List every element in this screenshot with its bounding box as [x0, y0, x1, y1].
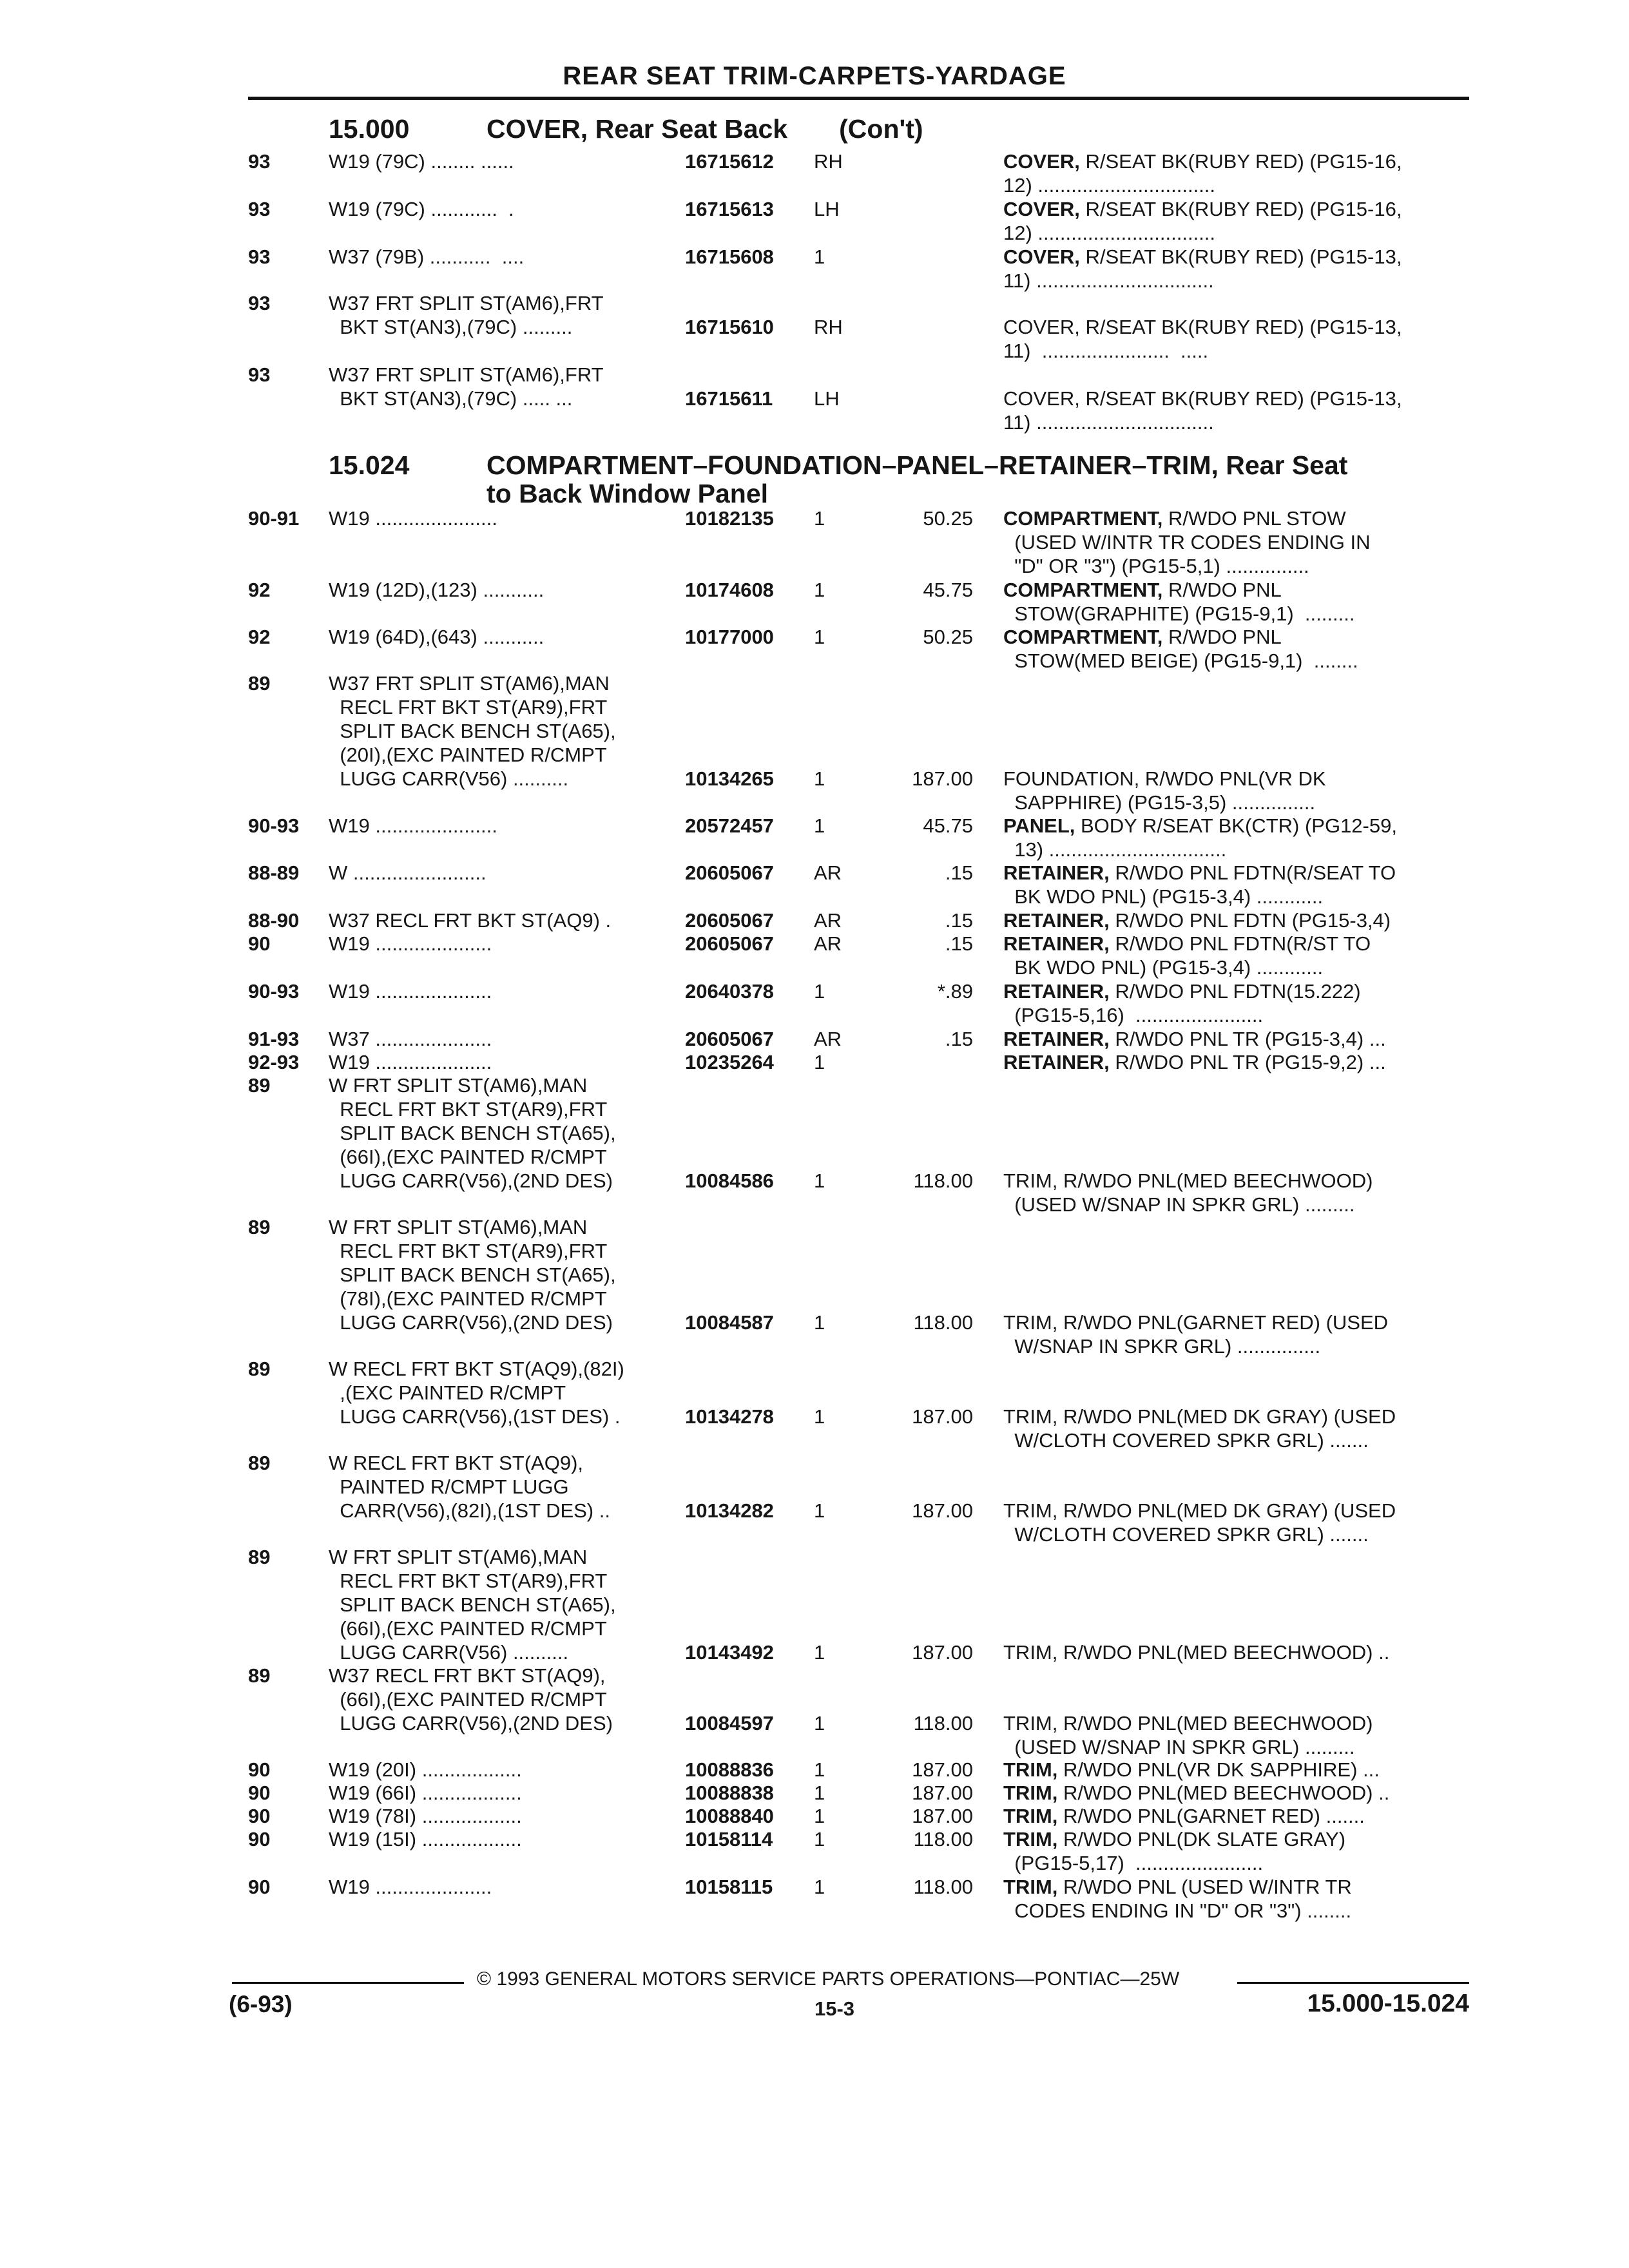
- usage-text: W37 FRT SPLIT ST(AM6),FRT BKT ST(AN3),(79C) .........: [329, 292, 604, 338]
- section-title: COMPARTMENT–FOUNDATION–PANEL–RETAINER–TRIM, Rear Seat: [487, 450, 1348, 480]
- part-number: 16715608: [685, 245, 774, 268]
- part-number: 10235264: [685, 1051, 774, 1073]
- description-text: R/WDO PNL (USED W/INTR TR CODES ENDING IN "D" OR "3") ........: [1014, 1876, 1352, 1922]
- description: [1003, 363, 1467, 434]
- part-number: 10134265: [685, 767, 774, 790]
- description-lead: RETAINER,: [1003, 932, 1110, 955]
- part-number: 10084586: [685, 1169, 774, 1192]
- quantity: 1: [814, 1499, 825, 1522]
- figure-ref: 89: [248, 1664, 271, 1687]
- price: 45.75: [923, 814, 973, 837]
- description: [1003, 671, 1467, 814]
- quantity: AR: [814, 909, 842, 932]
- description-text: R/WDO PNL TR (PG15-9,2) ...: [1109, 1051, 1386, 1073]
- usage-text: W19 .....................: [329, 932, 492, 955]
- price: 50.25: [923, 507, 973, 530]
- part-number: 16715612: [685, 150, 774, 173]
- price: 118.00: [913, 1876, 973, 1898]
- figure-ref: 93: [248, 198, 271, 220]
- figure-ref: 90: [248, 1782, 271, 1804]
- header-rule: [248, 97, 1469, 100]
- description-lead: COVER,: [1003, 245, 1080, 268]
- description-text: R/WDO PNL(DK SLATE GRAY) (PG15-5,17) .......................: [1014, 1828, 1346, 1874]
- description-text: R/WDO PNL(MED BEECHWOOD) ..: [1057, 1782, 1390, 1804]
- price: 187.00: [912, 1782, 973, 1804]
- figure-ref: 90: [248, 1805, 271, 1827]
- quantity: RH: [814, 316, 843, 338]
- description: [1003, 932, 1467, 979]
- usage-text: W19 ......................: [329, 507, 497, 530]
- footer-section-range: 15.000-15.024: [1307, 1990, 1469, 2017]
- section-heading-15024: [329, 451, 1347, 508]
- usage-text: W19 (12D),(123) ...........: [329, 579, 545, 601]
- usage-text: W19 (64D),(643) ...........: [329, 626, 545, 648]
- quantity: 1: [814, 767, 825, 790]
- price: .15: [945, 1028, 973, 1050]
- figure-ref: 90-91: [248, 507, 300, 530]
- usage-text: W37 FRT SPLIT ST(AM6),FRT BKT ST(AN3),(79C) ..... ...: [329, 363, 604, 410]
- part-number: 20605067: [685, 909, 774, 932]
- quantity: 1: [814, 1405, 825, 1428]
- section-title-continued: to Back Window Panel: [487, 479, 769, 508]
- description: [1003, 1050, 1467, 1074]
- usage-text: W37 RECL FRT BKT ST(AQ9), (66I),(EXC PAINTED R/CMPT LUGG CARR(V56),(2ND DES): [329, 1664, 613, 1735]
- description: [1003, 625, 1467, 673]
- figure-ref: 92: [248, 626, 271, 648]
- part-number: 20605067: [685, 1028, 774, 1050]
- price: 187.00: [912, 767, 973, 790]
- description-text: R/WDO PNL STOW(MED BEIGE) (PG15-9,1) ........: [1014, 626, 1358, 672]
- quantity: 1: [814, 1876, 825, 1898]
- description-text: R/WDO PNL FDTN(R/ST TO BK WDO PNL) (PG15-3,4) ............: [1014, 932, 1371, 979]
- part-number: 20640378: [685, 980, 774, 1003]
- quantity: 1: [814, 507, 825, 530]
- part-number: 10158115: [685, 1876, 773, 1898]
- figure-ref: 88-89: [248, 861, 300, 884]
- description-text: R/WDO PNL TR (PG15-3,4) ...: [1109, 1028, 1386, 1050]
- description-lead: TRIM,: [1003, 1876, 1058, 1898]
- usage-text: W37 .....................: [329, 1028, 492, 1050]
- description: [1003, 979, 1467, 1027]
- description-text: TRIM, R/WDO PNL(MED BEECHWOOD) ..: [1003, 1641, 1390, 1664]
- quantity: LH: [814, 198, 840, 220]
- figure-ref: 90: [248, 932, 271, 955]
- figure-ref: 92: [248, 579, 271, 601]
- price: 45.75: [923, 579, 973, 601]
- usage-text: W19 ......................: [329, 814, 497, 837]
- description-text: TRIM, R/WDO PNL(MED BEECHWOOD) (USED W/SNAP IN SPKR GRL) .........: [1003, 1712, 1373, 1758]
- description: [1003, 1758, 1467, 1782]
- quantity: 1: [814, 626, 825, 648]
- description-text: R/SEAT BK(RUBY RED) (PG15-16, 12) ................................: [1003, 198, 1402, 244]
- description-text: R/WDO PNL STOW (USED W/INTR TR CODES ENDING IN "D" OR "3") (PG15-5,1) ...............: [1014, 507, 1371, 577]
- usage-text: W FRT SPLIT ST(AM6),MAN RECL FRT BKT ST(AR9),FRT SPLIT BACK BENCH ST(A65), (66I),(EXC PAINTED R/CMPT LUGG CARR(V56),(2ND DES): [329, 1074, 616, 1192]
- price: .15: [945, 932, 973, 955]
- usage-text: W37 (79B) ........... ....: [329, 245, 525, 268]
- part-number: 10134282: [685, 1499, 774, 1522]
- figure-ref: 90: [248, 1876, 271, 1898]
- description-lead: TRIM,: [1003, 1805, 1058, 1827]
- description-lead: RETAINER,: [1003, 980, 1110, 1003]
- figure-ref: 93: [248, 292, 271, 314]
- figure-ref: 92-93: [248, 1051, 300, 1073]
- section-continued: (Con't): [839, 114, 923, 144]
- description-lead: TRIM,: [1003, 1828, 1058, 1850]
- quantity: 1: [814, 579, 825, 601]
- usage-text: W RECL FRT BKT ST(AQ9), PAINTED R/CMPT LUGG CARR(V56),(82I),(1ST DES) ..: [329, 1452, 610, 1522]
- part-number: 10182135: [685, 507, 774, 530]
- description-text: R/WDO PNL FDTN(R/SEAT TO BK WDO PNL) (PG15-3,4) ............: [1014, 861, 1396, 908]
- description: [1003, 506, 1467, 578]
- usage-text: W FRT SPLIT ST(AM6),MAN RECL FRT BKT ST(AR9),FRT SPLIT BACK BENCH ST(A65), (66I),(EXC PAINTED R/CMPT LUGG CARR(V56) ..........: [329, 1546, 616, 1664]
- description: [1003, 1215, 1467, 1358]
- quantity: AR: [814, 1028, 842, 1050]
- quantity: LH: [814, 387, 840, 410]
- description: [1003, 1875, 1467, 1923]
- figure-ref: 90-93: [248, 814, 300, 837]
- description-lead: COVER,: [1003, 150, 1080, 173]
- figure-ref: 89: [248, 1216, 271, 1238]
- quantity: 1: [814, 1828, 825, 1850]
- usage-text: W19 (66I) ..................: [329, 1782, 522, 1804]
- figure-ref: 89: [248, 1546, 271, 1568]
- description-text: R/WDO PNL FDTN(15.222) (PG15-5,16) .......................: [1014, 980, 1361, 1026]
- usage-text: W19 .....................: [329, 980, 492, 1003]
- quantity: 1: [814, 1641, 825, 1664]
- price: 187.00: [912, 1499, 973, 1522]
- description: [1003, 908, 1467, 932]
- price: 187.00: [912, 1641, 973, 1664]
- description-text: TRIM, R/WDO PNL(MED BEECHWOOD) (USED W/SNAP IN SPKR GRL) .........: [1003, 1169, 1373, 1216]
- section-heading-15000: [329, 115, 923, 143]
- description-text: R/WDO PNL FDTN (PG15-3,4): [1109, 909, 1391, 932]
- part-number: 20605067: [685, 861, 774, 884]
- description: [1003, 245, 1467, 293]
- description: [1003, 291, 1467, 363]
- description-text: COVER, R/SEAT BK(RUBY RED) (PG15-13, 11) ....................... .....: [1003, 316, 1402, 362]
- quantity: 1: [814, 1311, 825, 1334]
- usage-text: W19 (20I) ..................: [329, 1758, 522, 1781]
- description-text: R/WDO PNL(VR DK SAPPHIRE) ...: [1057, 1758, 1380, 1781]
- footer-rule-right: [1237, 1982, 1469, 1984]
- price: 118.00: [913, 1311, 973, 1334]
- part-number: 10158114: [685, 1828, 773, 1850]
- figure-ref: 93: [248, 363, 271, 386]
- figure-ref: 88-90: [248, 909, 300, 932]
- price: .15: [945, 909, 973, 932]
- description: [1003, 1451, 1467, 1546]
- description-text: R/SEAT BK(RUBY RED) (PG15-16, 12) ................................: [1003, 150, 1402, 197]
- price: 187.00: [912, 1805, 973, 1827]
- part-number: 16715613: [685, 198, 774, 220]
- quantity: 1: [814, 1712, 825, 1735]
- part-number: 10174608: [685, 579, 774, 601]
- description: [1003, 1804, 1467, 1828]
- part-number: 20572457: [685, 814, 774, 837]
- description-text: FOUNDATION, R/WDO PNL(VR DK SAPPHIRE) (PG15-3,5) ...............: [1003, 767, 1326, 814]
- price: 50.25: [923, 626, 973, 648]
- description-lead: TRIM,: [1003, 1758, 1058, 1781]
- usage-text: W19 .....................: [329, 1051, 492, 1073]
- description-text: R/SEAT BK(RUBY RED) (PG15-13, 11) ................................: [1003, 245, 1402, 292]
- description-text: COVER, R/SEAT BK(RUBY RED) (PG15-13, 11) ................................: [1003, 387, 1402, 434]
- figure-ref: 89: [248, 672, 271, 695]
- price: 187.00: [912, 1758, 973, 1781]
- footer-date: (6-93): [229, 1991, 293, 2017]
- usage-text: W ........................: [329, 861, 487, 884]
- usage-text: W37 FRT SPLIT ST(AM6),MAN RECL FRT BKT ST(AR9),FRT SPLIT BACK BENCH ST(A65), (20I),(EXC PAINTED R/CMPT LUGG CARR(V56) ..........: [329, 672, 616, 790]
- description-lead: COMPARTMENT,: [1003, 579, 1163, 601]
- description-lead: TRIM,: [1003, 1782, 1058, 1804]
- usage-text: W RECL FRT BKT ST(AQ9),(82I) ,(EXC PAINTED R/CMPT LUGG CARR(V56),(1ST DES) .: [329, 1358, 624, 1428]
- quantity: 1: [814, 245, 825, 268]
- page-title: REAR SEAT TRIM-CARPETS-YARDAGE: [563, 62, 1066, 90]
- description: [1003, 814, 1467, 861]
- description: [1003, 1027, 1467, 1051]
- description: [1003, 1781, 1467, 1805]
- description-lead: RETAINER,: [1003, 1028, 1110, 1050]
- description: [1003, 1664, 1467, 1759]
- part-number: 10084587: [685, 1311, 774, 1334]
- price: *.89: [937, 980, 973, 1003]
- figure-ref: 89: [248, 1074, 271, 1097]
- price: 187.00: [912, 1405, 973, 1428]
- quantity: AR: [814, 932, 842, 955]
- part-number: 16715610: [685, 316, 774, 338]
- quantity: RH: [814, 150, 843, 173]
- description: [1003, 861, 1467, 908]
- figure-ref: 89: [248, 1358, 271, 1380]
- quantity: AR: [814, 861, 842, 884]
- footer-copyright: © 1993 GENERAL MOTORS SERVICE PARTS OPERATIONS—PONTIAC—25W: [477, 1968, 1180, 1990]
- usage-text: W19 (79C) ........ ......: [329, 150, 514, 173]
- quantity: 1: [814, 1758, 825, 1781]
- description: [1003, 1357, 1467, 1452]
- description: [1003, 149, 1467, 197]
- price: .15: [945, 861, 973, 884]
- price: 118.00: [913, 1169, 973, 1192]
- description-lead: COMPARTMENT,: [1003, 626, 1163, 648]
- description-text: TRIM, R/WDO PNL(MED DK GRAY) (USED W/CLOTH COVERED SPKR GRL) .......: [1003, 1405, 1396, 1452]
- part-number: 10143492: [685, 1641, 774, 1664]
- part-number: 10177000: [685, 626, 774, 648]
- description-text: R/WDO PNL STOW(GRAPHITE) (PG15-9,1) .........: [1014, 579, 1355, 625]
- description-text: TRIM, R/WDO PNL(GARNET RED) (USED W/SNAP IN SPKR GRL) ...............: [1003, 1311, 1389, 1358]
- figure-ref: 89: [248, 1452, 271, 1474]
- description-text: R/WDO PNL(GARNET RED) .......: [1057, 1805, 1365, 1827]
- part-number: 10088838: [685, 1782, 774, 1804]
- description: [1003, 1827, 1467, 1875]
- part-number: 16715611: [685, 387, 773, 410]
- figure-ref: 90-93: [248, 980, 300, 1003]
- usage-text: W37 RECL FRT BKT ST(AQ9) .: [329, 909, 612, 932]
- description-text: TRIM, R/WDO PNL(MED DK GRAY) (USED W/CLOTH COVERED SPKR GRL) .......: [1003, 1499, 1396, 1546]
- quantity: 1: [814, 1169, 825, 1192]
- footer-page-number: 15-3: [815, 1997, 855, 2020]
- quantity: 1: [814, 814, 825, 837]
- figure-ref: 90: [248, 1828, 271, 1850]
- description-lead: PANEL,: [1003, 814, 1075, 837]
- description-lead: COMPARTMENT,: [1003, 507, 1163, 530]
- quantity: 1: [814, 1782, 825, 1804]
- figure-ref: 93: [248, 245, 271, 268]
- usage-text: W FRT SPLIT ST(AM6),MAN RECL FRT BKT ST(AR9),FRT SPLIT BACK BENCH ST(A65), (78I),(EXC PAINTED R/CMPT LUGG CARR(V56),(2ND DES): [329, 1216, 616, 1334]
- description-text: BODY R/SEAT BK(CTR) (PG12-59, 13) ................................: [1014, 814, 1397, 861]
- price: 118.00: [913, 1712, 973, 1735]
- figure-ref: 91-93: [248, 1028, 300, 1050]
- usage-text: W19 .....................: [329, 1876, 492, 1898]
- quantity: 1: [814, 1805, 825, 1827]
- description: [1003, 578, 1467, 626]
- description: [1003, 1545, 1467, 1664]
- description-lead: RETAINER,: [1003, 909, 1110, 932]
- usage-text: W19 (78I) ..................: [329, 1805, 522, 1827]
- description: [1003, 197, 1467, 245]
- figure-ref: 93: [248, 150, 271, 173]
- section-title: COVER, Rear Seat Back: [487, 114, 788, 144]
- part-number: 10084597: [685, 1712, 774, 1735]
- quantity: 1: [814, 980, 825, 1003]
- section-number: 15.024: [329, 450, 410, 480]
- description-lead: RETAINER,: [1003, 1051, 1110, 1073]
- part-number: 10088840: [685, 1805, 774, 1827]
- part-number: 20605067: [685, 932, 774, 955]
- usage-text: W19 (79C) ............ .: [329, 198, 514, 220]
- part-number: 10134278: [685, 1405, 774, 1428]
- usage-text: W19 (15I) ..................: [329, 1828, 522, 1850]
- description: [1003, 1073, 1467, 1216]
- price: 118.00: [913, 1828, 973, 1850]
- description-lead: RETAINER,: [1003, 861, 1110, 884]
- part-number: 10088836: [685, 1758, 774, 1781]
- description-lead: COVER,: [1003, 198, 1080, 220]
- quantity: 1: [814, 1051, 825, 1073]
- figure-ref: 90: [248, 1758, 271, 1781]
- footer-rule-left: [232, 1982, 464, 1984]
- section-number: 15.000: [329, 114, 410, 144]
